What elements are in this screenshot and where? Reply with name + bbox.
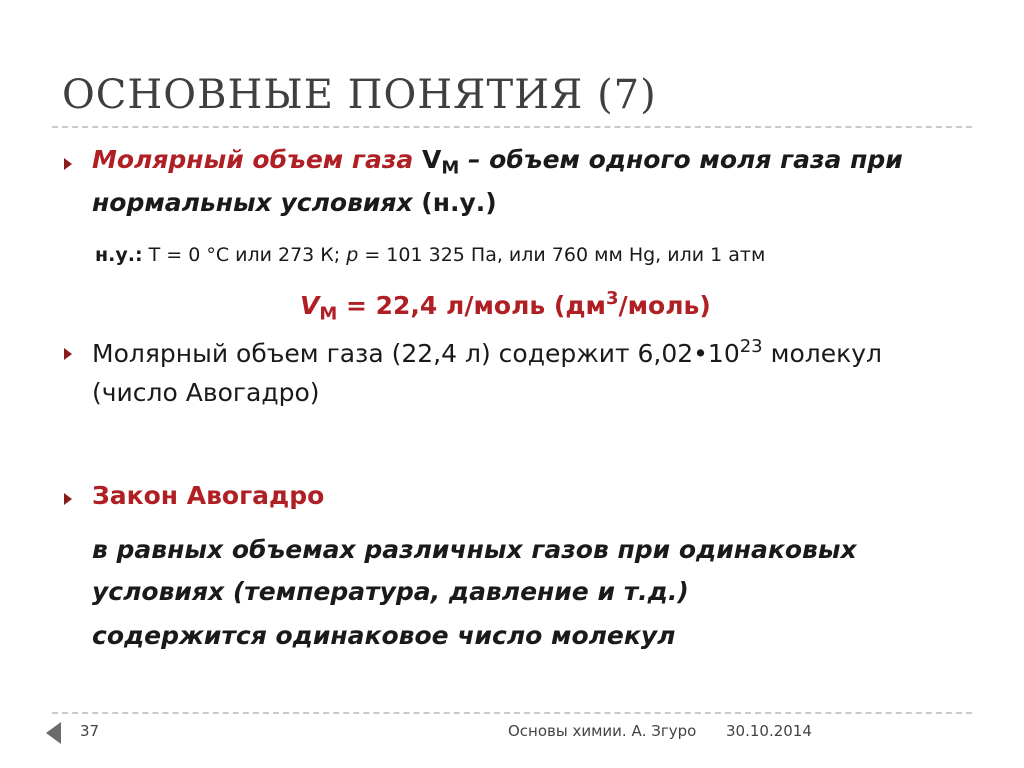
normal-conditions-label: н.у.: [95,244,143,266]
molar-volume-definition: – объем одного моля газа при [459,145,903,174]
page-number: 37 [80,722,100,740]
normal-conditions-abbr: (н.у.) [412,188,497,217]
molar-volume-definition-line1 [92,145,903,178]
avogadro-law-line2: условиях (температура, давление и т.д.) [92,577,689,606]
normal-conditions-line: н.у.: Т = 0 °С или 273 К; p = 101 325 Па, или 760 мм Hg, или 1 атм [95,244,766,266]
footer-date: 30.10.2014 [726,722,812,740]
footer-divider [52,712,972,714]
avogadro-number-line2: (число Авогадро) [92,378,320,407]
molar-volume-formula: $V_M = 22,4$ л/моль $(дм^3/моль)$ [300,288,711,325]
title-divider [52,126,972,128]
slide-title: ОСНОВНЫЕ ПОНЯТИЯ (7) [62,72,657,118]
molar-volume-term: Молярный объем газа [92,145,422,174]
avogadro-law-line1: в равных объемах различных газов при одинаковых [92,535,857,564]
bullet-arrow-icon [64,348,72,360]
bullet-arrow-icon [64,493,72,505]
previous-slide-icon[interactable] [46,722,61,744]
footer-author: Основы химии. А. Згуро [508,722,697,740]
molar-volume-definition-line2: нормальных условиях (н.у.) [92,188,497,217]
bullet-arrow-icon [64,158,72,170]
avogadro-law-heading: Закон Авогадро [92,481,325,510]
avogadro-law-line3: содержится одинаковое число молекул [92,621,676,650]
avogadro-number-line1: Молярный объем газа (22,4 л) содержит $6,02•10^{23}$ молекул [92,336,882,368]
vm-symbol: $V_M$ [421,145,460,179]
